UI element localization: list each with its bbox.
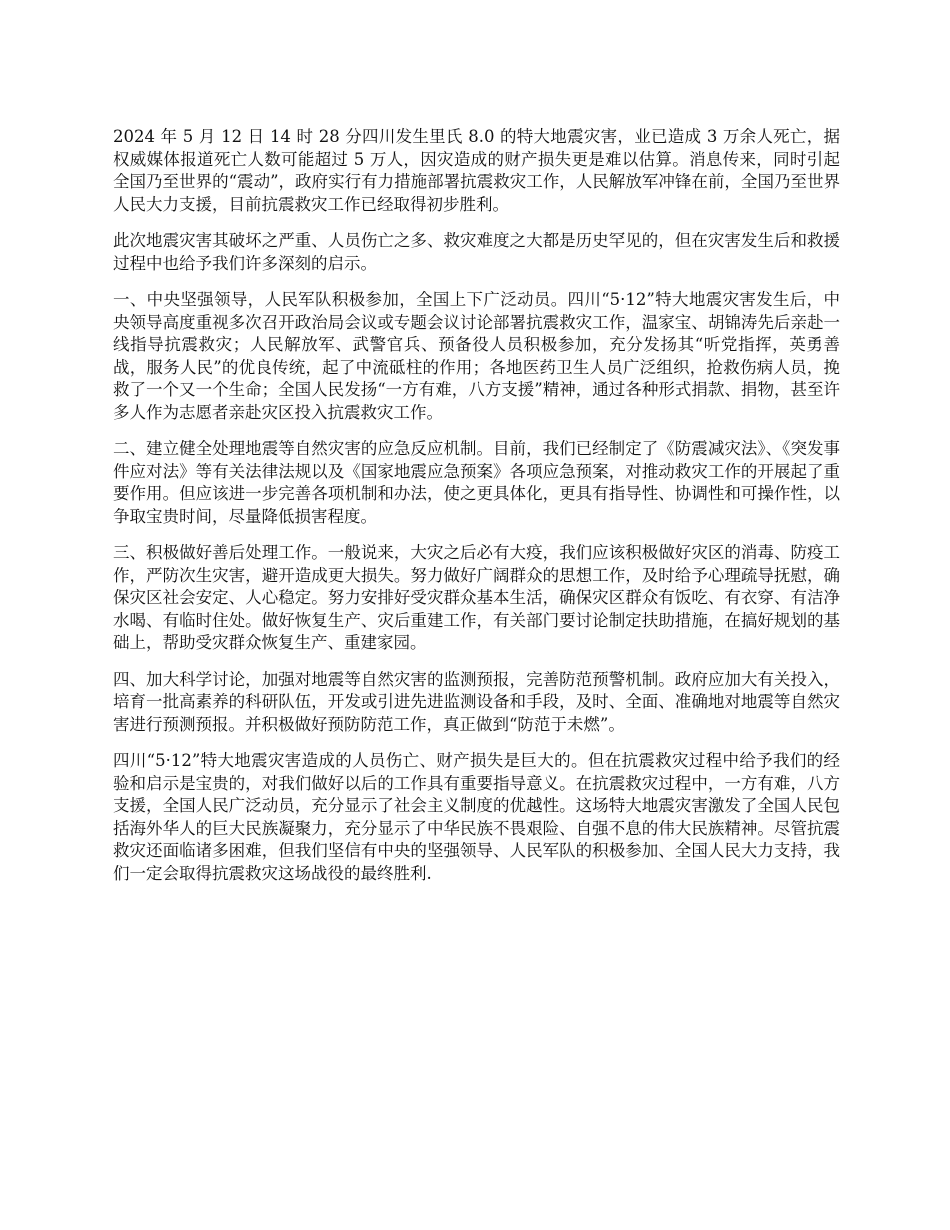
paragraph-point-4: 四、加大科学讨论，加强对地震等自然灾害的监测预报，完善防范预警机制。政府应加大有关投入，培育一批高素养的科研队伍，开发或引进先进监测设备和手段，及时、全面、准确地对地震等自然灾害进行预测预报。并积极做好预防防范工作，真正做到“防范于未燃”。 [113, 669, 840, 734]
paragraph-overview: 此次地震灾害其破坏之严重、人员伤亡之多、救灾难度之大都是历史罕见的，但在灾害发生后和救援过程中也给予我们许多深刻的启示。 [113, 231, 840, 273]
document-page [113, 126, 840, 899]
paragraph-intro: 2024 年 5 月 12 日 14 时 28 分四川发生里氏 8.0 的特大地震灾害，业已造成 3 万余人死亡，据权威媒体报道死亡人数可能超过 5 万人，因灾造成的财产损失更是难以估算。消息传来，同时引起全国乃至世界的“震动”，政府实行有力措施部署抗震救灾工作，人民解放军冲锋在前，全国乃至世界人民大力支援，目前抗震救灾工作已经取得初步胜利。 [113, 127, 840, 214]
paragraph-point-3: 三、积极做好善后处理工作。一般说来，大灾之后必有大疫，我们应该积极做好灾区的消毒、防疫工作，严防次生灾害，避开造成更大损失。努力做好广阔群众的思想工作，及时给予心理疏导抚慰，确保灾区社会安定、人心稳定。努力安排好受灾群众基本生活，确保灾区群众有饭吃、有衣穿、有洁净水喝、有临时住处。做好恢复生产、灾后重建工作，有关部门要讨论制定扶助措施，在搞好规划的基础上，帮助受灾群众恢复生产、重建家园。 [113, 543, 840, 652]
paragraph-point-2: 二、建立健全处理地震等自然灾害的应急反应机制。目前，我们已经制定了《防震减灾法》、《突发事件应对法》等有关法律法规以及《国家地震应急预案》各项应急预案，对推动救灾工作的开展起了重要作用。但应该进一步完善各项机制和办法，使之更具体化，更具有指导性、协调性和可操作性，以争取宝贵时间，尽量降低损害程度。 [113, 439, 840, 526]
paragraph-conclusion: 四川“5·12”特大地震灾害造成的人员伤亡、财产损失是巨大的。但在抗震救灾过程中给予我们的经验和启示是宝贵的，对我们做好以后的工作具有重要指导意义。在抗震救灾过程中，一方有难，八方支援，全国人民广泛动员，充分显示了社会主义制度的优越性。这场特大地震灾害激发了全国人民包括海外华人的巨大民族凝聚力，充分显示了中华民族不畏艰险、自强不息的伟大民族精神。尽管抗震救灾还面临诸多困难，但我们坚信有中央的坚强领导、人民军队的积极参加、全国人民大力支持，我们一定会取得抗震救灾这场战役的最终胜利. [113, 751, 840, 883]
paragraph-point-1: 一、中央坚强领导，人民军队积极参加，全国上下广泛动员。四川“5·12”特大地震灾害发生后，中央领导高度重视多次召开政治局会议或专题会议讨论部署抗震救灾工作，温家宝、胡锦涛先后亲赴一线指导抗震救灾；人民解放军、武警官兵、预备役人员积极参加，充分发扬其“听党指挥，英勇善战，服务人民”的优良传统，起了中流砥柱的作用；各地医药卫生人员广泛组织，抢救伤病人员，挽救了一个又一个生命；全国人民发扬“一方有难，八方支援”精神，通过各种形式捐款、捐物，甚至许多人作为志愿者亲赴灾区投入抗震救灾工作。 [113, 290, 840, 422]
